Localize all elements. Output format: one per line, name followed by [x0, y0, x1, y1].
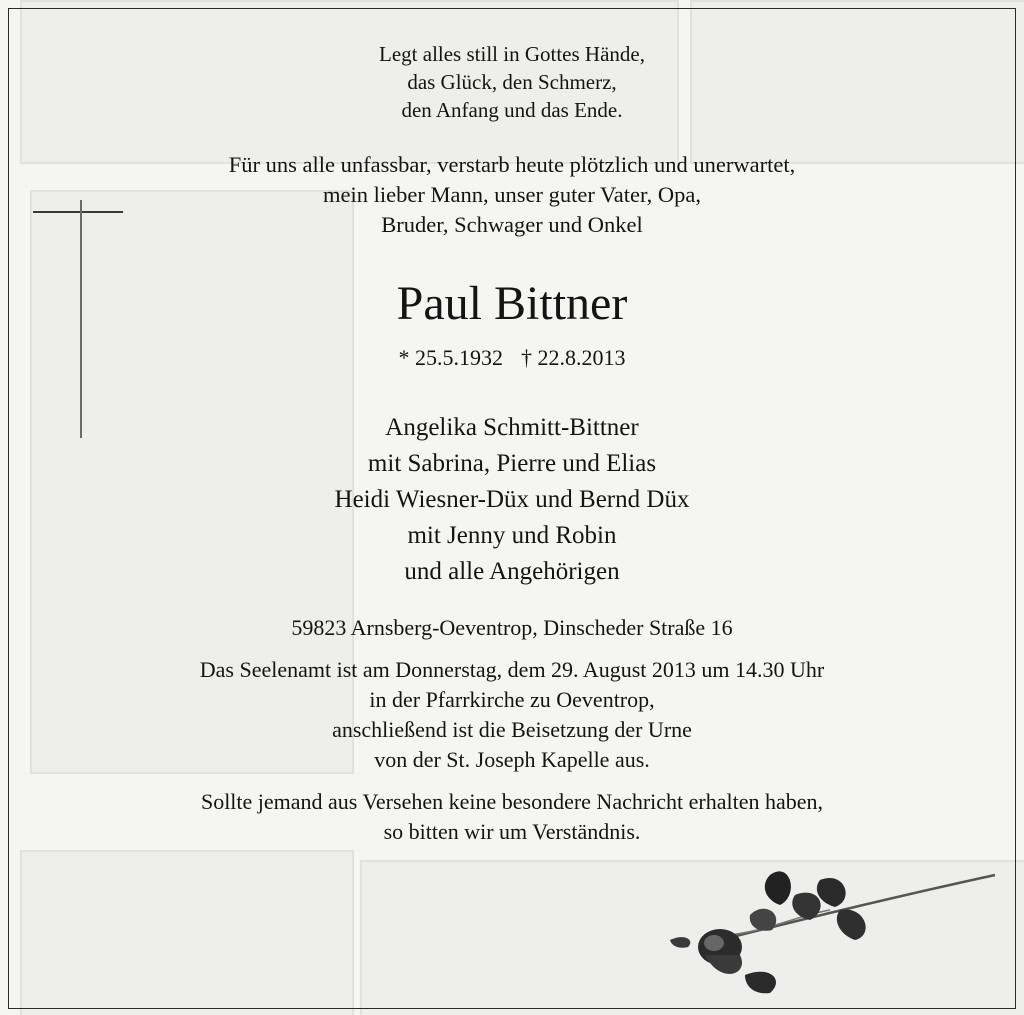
family-line: Angelika Schmitt-Bittner: [385, 414, 639, 441]
birth-date: * 25.5.1932: [398, 345, 503, 370]
life-dates: [0, 345, 1024, 371]
intro-text: [0, 150, 1024, 240]
rose-icon: [660, 855, 1000, 1005]
family-line: und alle Angehörigen: [404, 558, 620, 585]
verse: [0, 40, 1024, 124]
family-line: mit Jenny und Robin: [407, 522, 617, 549]
death-date: † 22.8.2013: [521, 345, 626, 370]
service-line: in der Pfarrkirche zu Oeventrop,: [369, 687, 655, 712]
family-line: Heidi Wiesner-Düx und Bernd Düx: [334, 486, 690, 513]
intro-line: mein lieber Mann, unser guter Vater, Opa,: [323, 182, 701, 207]
closing-note: [0, 787, 1024, 847]
family-list: [0, 410, 1024, 590]
closing-line: Sollte jemand aus Versehen keine besondere Nachricht erhalten haben,: [200, 789, 824, 814]
closing-line: so bitten wir um Verständnis.: [383, 819, 641, 844]
address: 59823 Arnsberg-Oeventrop, Dinscheder Straße 16: [291, 615, 733, 640]
service-line: von der St. Joseph Kapelle aus.: [374, 747, 650, 772]
service-line: Das Seelenamt ist am Donnerstag, dem 29. August 2013 um 14.30 Uhr: [199, 657, 825, 682]
verse-line: das Glück, den Schmerz,: [407, 70, 617, 94]
intro-line: Für uns alle unfassbar, verstarb heute plötzlich und unerwartet,: [228, 152, 796, 177]
intro-line: Bruder, Schwager und Onkel: [381, 212, 643, 237]
service-info: [0, 655, 1024, 775]
service-line: anschließend ist die Beisetzung der Urne: [332, 717, 692, 742]
deceased-name: Paul Bittner: [396, 277, 628, 330]
family-line: mit Sabrina, Pierre und Elias: [367, 450, 657, 477]
verse-line: den Anfang und das Ende.: [401, 98, 623, 122]
verse-line: Legt alles still in Gottes Hände,: [379, 42, 645, 66]
